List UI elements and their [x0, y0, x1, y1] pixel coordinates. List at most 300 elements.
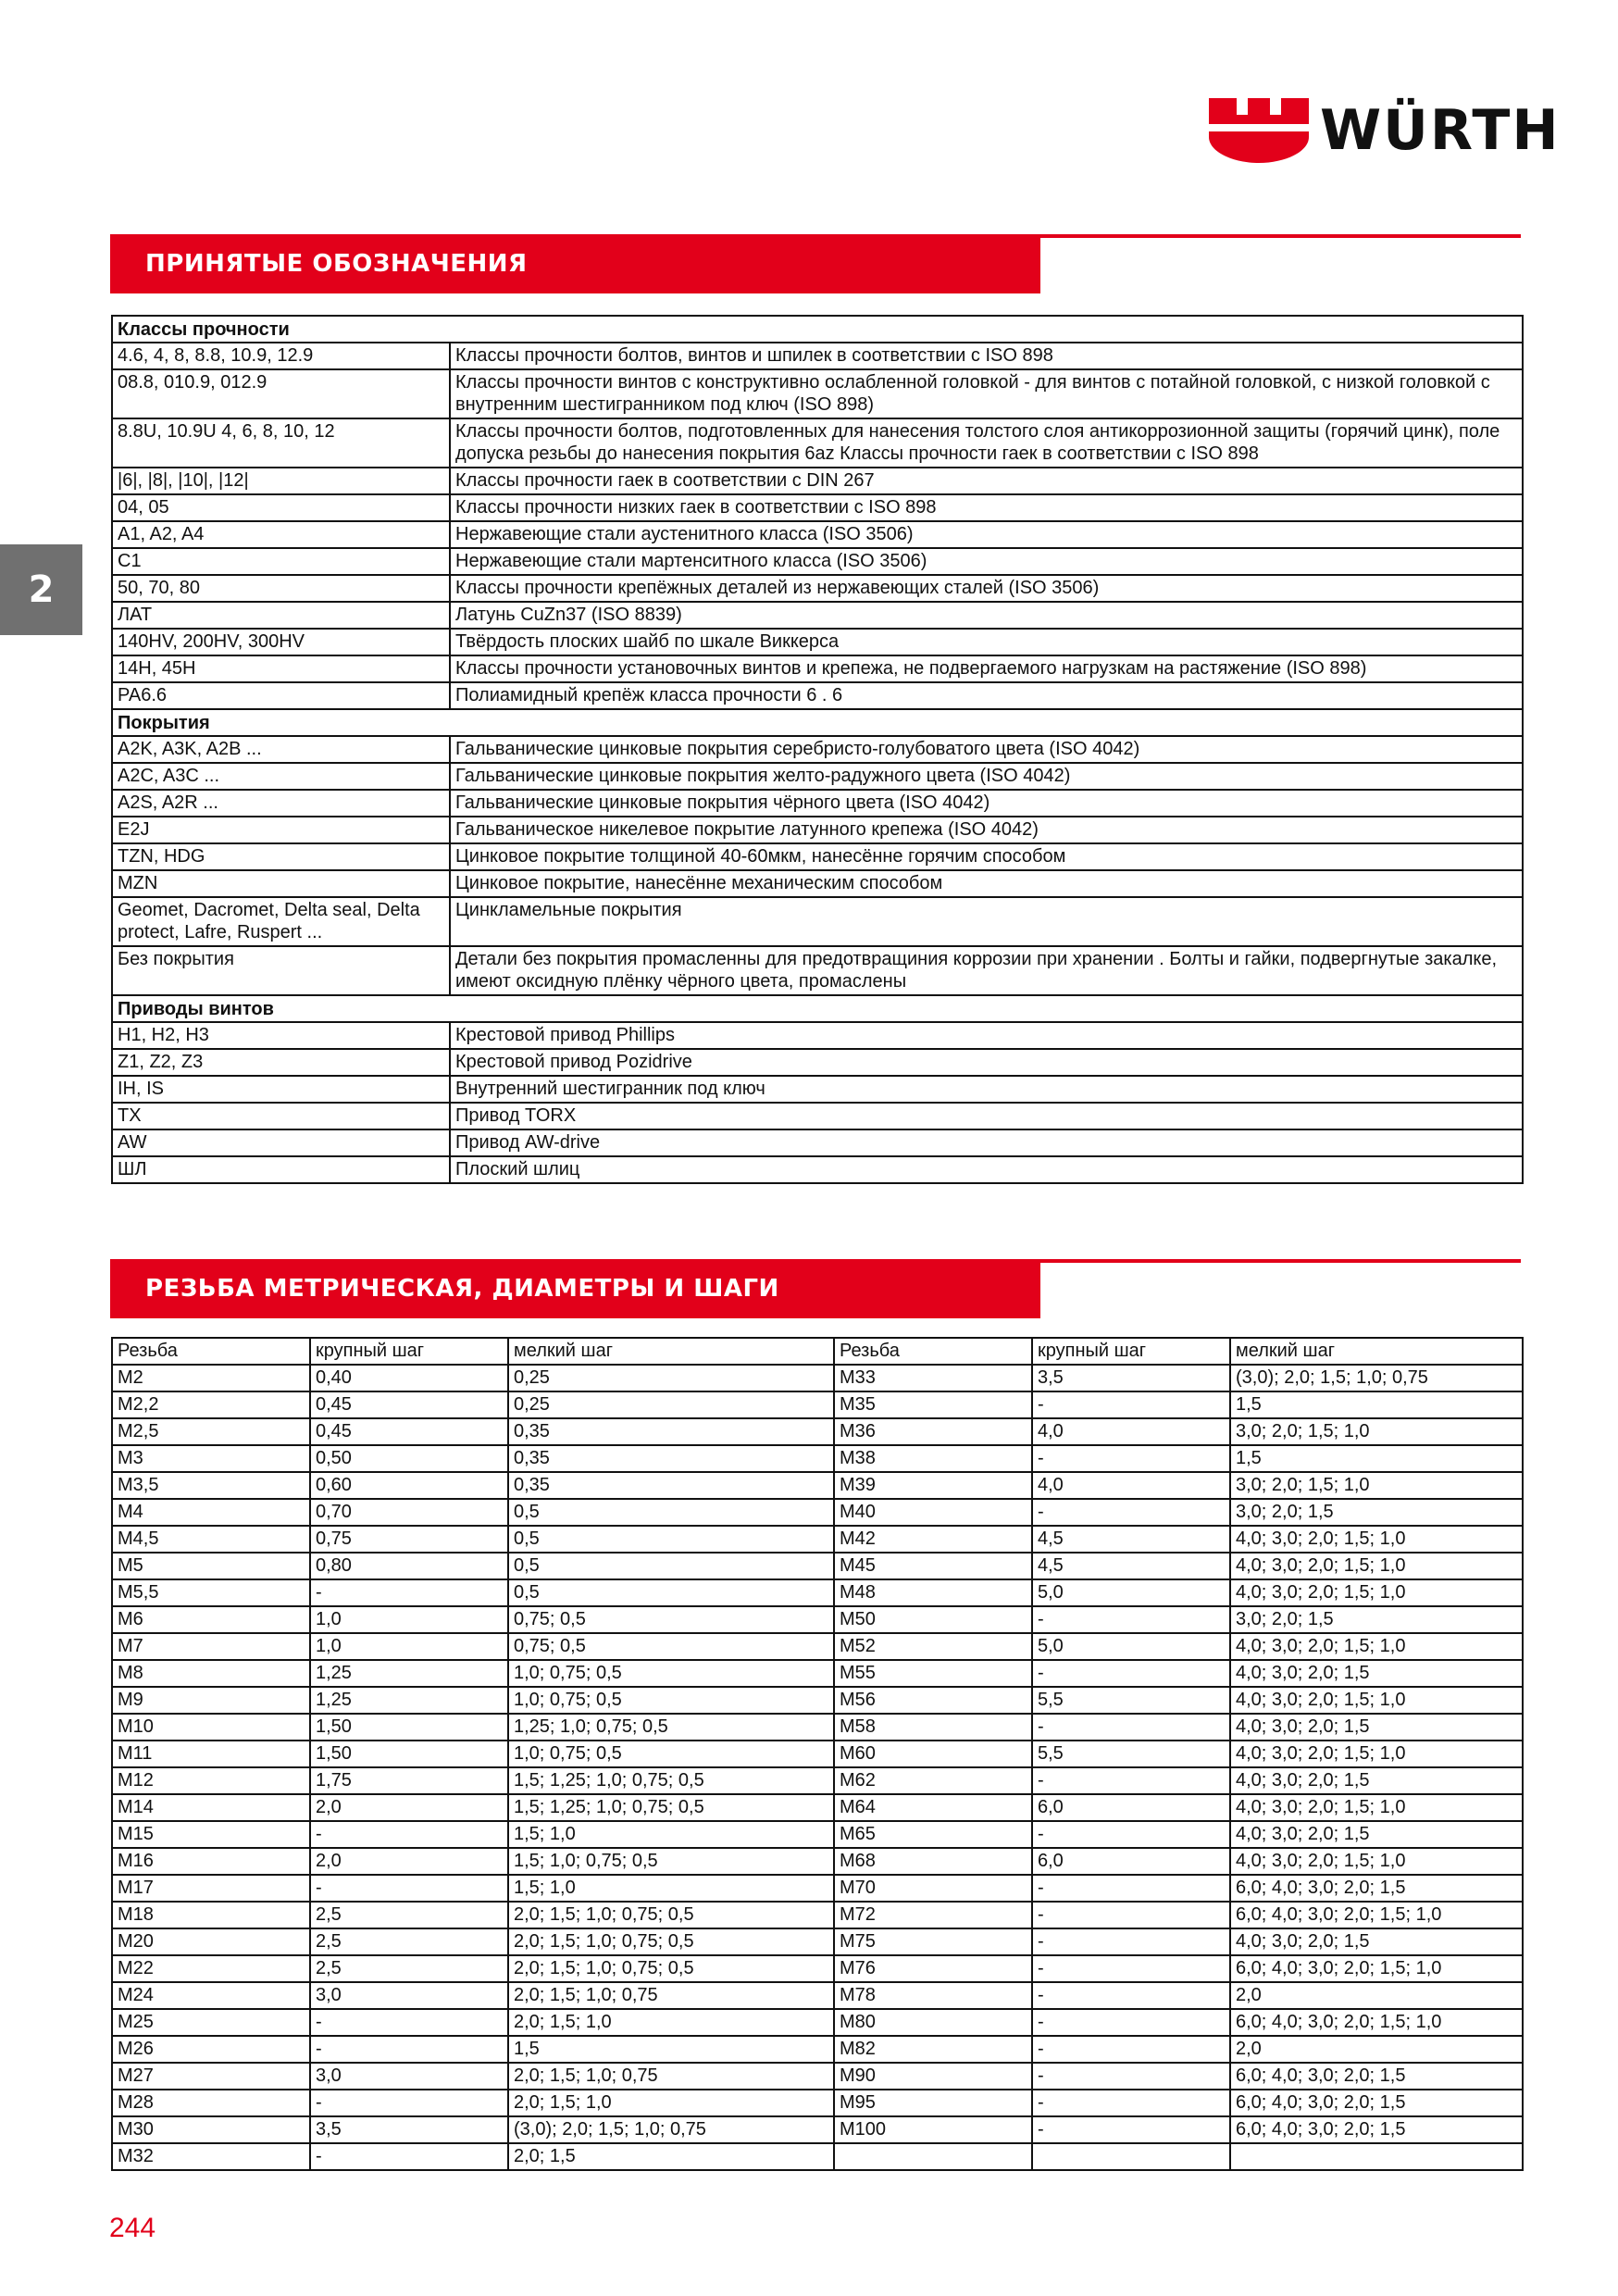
table-row — [112, 2116, 1523, 2143]
legend-table — [111, 315, 1524, 1184]
coarse-pitch-cell: - — [1032, 2090, 1230, 2116]
legend-code: Z1, Z2, Z3 — [112, 1049, 450, 1076]
fine-pitch-cell: 2,0; 1,5; 1,0; 0,75; 0,5 — [508, 1902, 834, 1928]
table-row — [112, 1553, 1523, 1579]
thread-size-cell: M38 — [834, 1445, 1032, 1472]
coarse-pitch-cell: 3,0 — [310, 2063, 508, 2090]
thread-size-cell: M18 — [112, 1902, 310, 1928]
thread-size-cell: M26 — [112, 2036, 310, 2063]
coarse-pitch-cell: 2,0 — [310, 1848, 508, 1875]
thread-size-cell: M64 — [834, 1794, 1032, 1821]
legend-code: A2S, A2R ... — [112, 790, 450, 817]
fine-pitch-cell: 4,0; 3,0; 2,0; 1,5; 1,0 — [1230, 1741, 1523, 1767]
fine-pitch-cell: 6,0; 4,0; 3,0; 2,0; 1,5; 1,0 — [1230, 2009, 1523, 2036]
legend-description: Привод AW-drive — [450, 1129, 1523, 1156]
coarse-pitch-cell: 0,45 — [310, 1418, 508, 1445]
table-row — [112, 2036, 1523, 2063]
table-row — [112, 1687, 1523, 1714]
table-row — [112, 1741, 1523, 1767]
coarse-pitch-cell: 1,50 — [310, 1714, 508, 1741]
coarse-pitch-cell: - — [1032, 1928, 1230, 1955]
fine-pitch-cell: 3,0; 2,0; 1,5 — [1230, 1499, 1523, 1526]
thread-size-cell: M30 — [112, 2116, 310, 2143]
fine-pitch-cell: 1,5; 1,0 — [508, 1821, 834, 1848]
coarse-pitch-cell: 2,5 — [310, 1928, 508, 1955]
coarse-pitch-cell: 2,5 — [310, 1902, 508, 1928]
legend-section-heading: Приводы винтов — [112, 995, 1523, 1022]
fine-pitch-cell: 6,0; 4,0; 3,0; 2,0; 1,5 — [1230, 2116, 1523, 2143]
table-row — [112, 1794, 1523, 1821]
legend-code: ЛАТ — [112, 602, 450, 629]
coarse-pitch-cell: 1,0 — [310, 1606, 508, 1633]
legend-code: 8.8U, 10.9U 4, 6, 8, 10, 12 — [112, 418, 450, 468]
legend-description: Гальванические цинковые покрытия чёрного цвета (ISO 4042) — [450, 790, 1523, 817]
thread-size-cell: M9 — [112, 1687, 310, 1714]
coarse-pitch-cell: 3,5 — [1032, 1365, 1230, 1391]
coarse-pitch-cell: 1,75 — [310, 1767, 508, 1794]
wurth-logo-text: WÜRTH — [1320, 98, 1561, 163]
header-cell: Резьба — [112, 1338, 310, 1365]
fine-pitch-cell: 2,0; 1,5; 1,0; 0,75; 0,5 — [508, 1928, 834, 1955]
page-number: 244 — [109, 2213, 156, 2243]
section-title-threads: РЕЗЬБА МЕТРИЧЕСКАЯ, ДИАМЕТРЫ И ШАГИ — [145, 1275, 779, 1303]
thread-size-cell: M33 — [834, 1365, 1032, 1391]
table-row — [112, 1902, 1523, 1928]
table-row — [112, 1606, 1523, 1633]
thread-size-cell: M17 — [112, 1875, 310, 1902]
thread-size-cell: M32 — [112, 2143, 310, 2170]
table-row — [112, 2009, 1523, 2036]
legend-code: A2C, A3C ... — [112, 763, 450, 790]
legend-row — [112, 468, 1523, 494]
fine-pitch-cell: 1,5; 1,0 — [508, 1875, 834, 1902]
legend-code: H1, H2, H3 — [112, 1022, 450, 1049]
legend-code: 140HV, 200HV, 300HV — [112, 629, 450, 655]
table-row — [112, 1875, 1523, 1902]
legend-code: 08.8, 010.9, 012.9 — [112, 369, 450, 418]
legend-code: MZN — [112, 870, 450, 897]
fine-pitch-cell: 2,0; 1,5; 1,0; 0,75 — [508, 1982, 834, 2009]
table-row — [112, 1579, 1523, 1606]
legend-row — [112, 897, 1523, 946]
header-cell: Резьба — [834, 1338, 1032, 1365]
legend-row — [112, 418, 1523, 468]
legend-row — [112, 343, 1523, 369]
table-row — [112, 1633, 1523, 1660]
fine-pitch-cell: 4,0; 3,0; 2,0; 1,5; 1,0 — [1230, 1526, 1523, 1553]
coarse-pitch-cell: 4,5 — [1032, 1553, 1230, 1579]
legend-section-row — [112, 995, 1523, 1022]
thread-size-cell: M72 — [834, 1902, 1032, 1928]
legend-row — [112, 946, 1523, 995]
thread-size-cell: M27 — [112, 2063, 310, 2090]
coarse-pitch-cell: 6,0 — [1032, 1848, 1230, 1875]
fine-pitch-cell: 0,5 — [508, 1499, 834, 1526]
fine-pitch-cell: 0,25 — [508, 1391, 834, 1418]
fine-pitch-cell: 0,35 — [508, 1418, 834, 1445]
legend-description: Нержавеющие стали мартенситного класса (ISO 3506) — [450, 548, 1523, 575]
coarse-pitch-cell: - — [310, 2036, 508, 2063]
table-row — [112, 1472, 1523, 1499]
fine-pitch-cell: 1,5; 1,0; 0,75; 0,5 — [508, 1848, 834, 1875]
legend-description: Плоский шлиц — [450, 1156, 1523, 1183]
fine-pitch-cell: 0,35 — [508, 1445, 834, 1472]
thread-size-cell: M6 — [112, 1606, 310, 1633]
legend-description: Цинковое покрытие толщиной 40-60мкм, нанесённе горячим способом — [450, 843, 1523, 870]
fine-pitch-cell: (3,0); 2,0; 1,5; 1,0; 0,75 — [1230, 1365, 1523, 1391]
thread-size-cell: M36 — [834, 1418, 1032, 1445]
coarse-pitch-cell: 0,40 — [310, 1365, 508, 1391]
fine-pitch-cell: 1,0; 0,75; 0,5 — [508, 1660, 834, 1687]
thread-pitch-table — [111, 1337, 1524, 2171]
coarse-pitch-cell: - — [1032, 1391, 1230, 1418]
legend-row — [112, 575, 1523, 602]
thread-size-cell: M2,2 — [112, 1391, 310, 1418]
table-row — [112, 1848, 1523, 1875]
fine-pitch-cell: 0,75; 0,5 — [508, 1633, 834, 1660]
legend-description: Гальванические цинковые покрытия серебристо-голубоватого цвета (ISO 4042) — [450, 736, 1523, 763]
table-row — [112, 1660, 1523, 1687]
fine-pitch-cell: 1,0; 0,75; 0,5 — [508, 1741, 834, 1767]
coarse-pitch-cell: - — [1032, 1821, 1230, 1848]
coarse-pitch-cell: - — [1032, 1982, 1230, 2009]
coarse-pitch-cell: - — [1032, 1767, 1230, 1794]
fine-pitch-cell: 4,0; 3,0; 2,0; 1,5; 1,0 — [1230, 1687, 1523, 1714]
fine-pitch-cell: 6,0; 4,0; 3,0; 2,0; 1,5; 1,0 — [1230, 1955, 1523, 1982]
coarse-pitch-cell: - — [310, 1579, 508, 1606]
coarse-pitch-cell: 4,5 — [1032, 1526, 1230, 1553]
thread-size-cell: M5,5 — [112, 1579, 310, 1606]
table-row — [112, 2090, 1523, 2116]
table-row — [112, 1928, 1523, 1955]
fine-pitch-cell: 4,0; 3,0; 2,0; 1,5 — [1230, 1821, 1523, 1848]
header-cell: мелкий шаг — [1230, 1338, 1523, 1365]
fine-pitch-cell: 1,5; 1,25; 1,0; 0,75; 0,5 — [508, 1794, 834, 1821]
legend-description: Классы прочности винтов с конструктивно ослабленной головкой - для винтов с потайной головкой, с низкой головкой с внутренним шестигранником под ключ (ISO 898) — [450, 369, 1523, 418]
fine-pitch-cell: 1,5 — [1230, 1445, 1523, 1472]
coarse-pitch-cell: 1,0 — [310, 1633, 508, 1660]
legend-code: ШЛ — [112, 1156, 450, 1183]
legend-code: TX — [112, 1103, 450, 1129]
coarse-pitch-cell: - — [310, 2090, 508, 2116]
coarse-pitch-cell: 5,5 — [1032, 1741, 1230, 1767]
thread-size-cell: M12 — [112, 1767, 310, 1794]
thread-size-cell: M22 — [112, 1955, 310, 1982]
legend-description: Твёрдость плоских шайб по шкале Виккерса — [450, 629, 1523, 655]
thread-size-cell: M48 — [834, 1579, 1032, 1606]
wurth-logo-mark-icon — [1209, 98, 1309, 163]
legend-code: A2K, A3K, A2B ... — [112, 736, 450, 763]
legend-row — [112, 548, 1523, 575]
fine-pitch-cell: 6,0; 4,0; 3,0; 2,0; 1,5 — [1230, 2090, 1523, 2116]
thread-size-cell: M80 — [834, 2009, 1032, 2036]
coarse-pitch-cell: - — [1032, 2036, 1230, 2063]
thread-size-cell: M40 — [834, 1499, 1032, 1526]
coarse-pitch-cell: - — [1032, 2009, 1230, 2036]
legend-row — [112, 1156, 1523, 1183]
legend-row — [112, 494, 1523, 521]
section-banner-legend — [110, 234, 1521, 293]
thread-size-cell: M60 — [834, 1741, 1032, 1767]
legend-code: TZN, HDG — [112, 843, 450, 870]
table-row — [112, 1445, 1523, 1472]
thread-size-cell: M55 — [834, 1660, 1032, 1687]
legend-description: Классы прочности гаек в соответствии с DIN 267 — [450, 468, 1523, 494]
coarse-pitch-cell: 5,0 — [1032, 1633, 1230, 1660]
legend-code: 04, 05 — [112, 494, 450, 521]
thread-size-cell: M62 — [834, 1767, 1032, 1794]
header-cell: крупный шаг — [1032, 1338, 1230, 1365]
coarse-pitch-cell: 6,0 — [1032, 1794, 1230, 1821]
coarse-pitch-cell: - — [1032, 1606, 1230, 1633]
fine-pitch-cell: 1,5 — [1230, 1391, 1523, 1418]
coarse-pitch-cell: 1,25 — [310, 1687, 508, 1714]
fine-pitch-cell: 2,0; 1,5; 1,0 — [508, 2009, 834, 2036]
table-row — [112, 1821, 1523, 1848]
legend-code: Без покрытия — [112, 946, 450, 995]
coarse-pitch-cell: - — [310, 1875, 508, 1902]
coarse-pitch-cell: 0,60 — [310, 1472, 508, 1499]
fine-pitch-cell: 1,5; 1,25; 1,0; 0,75; 0,5 — [508, 1767, 834, 1794]
coarse-pitch-cell: 1,50 — [310, 1741, 508, 1767]
legend-code: IH, IS — [112, 1076, 450, 1103]
header-cell: крупный шаг — [310, 1338, 508, 1365]
thread-size-cell: M24 — [112, 1982, 310, 2009]
legend-row — [112, 870, 1523, 897]
fine-pitch-cell: 4,0; 3,0; 2,0; 1,5; 1,0 — [1230, 1633, 1523, 1660]
legend-description: Классы прочности крепёжных деталей из нержавеющих сталей (ISO 3506) — [450, 575, 1523, 602]
legend-code: PA6.6 — [112, 682, 450, 709]
thread-size-cell: M2,5 — [112, 1418, 310, 1445]
thread-size-cell: M2 — [112, 1365, 310, 1391]
fine-pitch-cell: 0,5 — [508, 1526, 834, 1553]
coarse-pitch-cell: - — [310, 2143, 508, 2170]
fine-pitch-cell: 1,0; 0,75; 0,5 — [508, 1687, 834, 1714]
legend-row — [112, 1129, 1523, 1156]
legend-code: |6|, |8|, |10|, |12| — [112, 468, 450, 494]
thread-size-cell: M7 — [112, 1633, 310, 1660]
fine-pitch-cell: 1,25; 1,0; 0,75; 0,5 — [508, 1714, 834, 1741]
legend-section-heading: Классы прочности — [112, 316, 1523, 343]
fine-pitch-cell: 3,0; 2,0; 1,5; 1,0 — [1230, 1472, 1523, 1499]
table-row — [112, 1499, 1523, 1526]
coarse-pitch-cell: - — [1032, 2063, 1230, 2090]
coarse-pitch-cell: - — [1032, 1445, 1230, 1472]
legend-description: Гальванические цинковые покрытия желто-радужного цвета (ISO 4042) — [450, 763, 1523, 790]
thread-size-cell: M20 — [112, 1928, 310, 1955]
fine-pitch-cell: 4,0; 3,0; 2,0; 1,5; 1,0 — [1230, 1848, 1523, 1875]
section-banner-threads — [110, 1259, 1521, 1318]
coarse-pitch-cell — [1032, 2143, 1230, 2170]
table-row — [112, 1391, 1523, 1418]
thread-size-cell: M42 — [834, 1526, 1032, 1553]
wurth-logo — [1209, 98, 1561, 163]
fine-pitch-cell: (3,0); 2,0; 1,5; 1,0; 0,75 — [508, 2116, 834, 2143]
legend-row — [112, 682, 1523, 709]
coarse-pitch-cell: 3,5 — [310, 2116, 508, 2143]
fine-pitch-cell: 6,0; 4,0; 3,0; 2,0; 1,5 — [1230, 1875, 1523, 1902]
fine-pitch-cell: 2,0; 1,5; 1,0; 0,75 — [508, 2063, 834, 2090]
thread-size-cell: M75 — [834, 1928, 1032, 1955]
fine-pitch-cell: 0,5 — [508, 1553, 834, 1579]
coarse-pitch-cell: 0,80 — [310, 1553, 508, 1579]
legend-description: Классы прочности болтов, подготовленных для нанесения толстого слоя антикоррозионной защиты (горячий цинк), поле допуска резьбы до нанесения покрытия 6az Классы прочности гаек в соответствии с ISO 898 — [450, 418, 1523, 468]
legend-row — [112, 602, 1523, 629]
legend-code: 14H, 45H — [112, 655, 450, 682]
legend-description: Нержавеющие стали аустенитного класса (ISO 3506) — [450, 521, 1523, 548]
fine-pitch-cell: 3,0; 2,0; 1,5 — [1230, 1606, 1523, 1633]
legend-section-heading: Покрытия — [112, 709, 1523, 736]
legend-description: Классы прочности установочных винтов и крепежа, не подвергаемого нагрузкам на растяжение (ISO 898) — [450, 655, 1523, 682]
legend-row — [112, 843, 1523, 870]
thread-size-cell: M4,5 — [112, 1526, 310, 1553]
legend-description: Крестовой привод Pozidrive — [450, 1049, 1523, 1076]
thread-size-cell: M58 — [834, 1714, 1032, 1741]
fine-pitch-cell: 4,0; 3,0; 2,0; 1,5 — [1230, 1767, 1523, 1794]
thread-size-cell: M39 — [834, 1472, 1032, 1499]
thread-size-cell: M15 — [112, 1821, 310, 1848]
thread-size-cell: M35 — [834, 1391, 1032, 1418]
thread-size-cell: M100 — [834, 2116, 1032, 2143]
thread-size-cell: M52 — [834, 1633, 1032, 1660]
legend-code: AW — [112, 1129, 450, 1156]
coarse-pitch-cell: 2,5 — [310, 1955, 508, 1982]
coarse-pitch-cell: - — [1032, 1714, 1230, 1741]
coarse-pitch-cell: 4,0 — [1032, 1418, 1230, 1445]
table-row — [112, 1714, 1523, 1741]
coarse-pitch-cell: - — [1032, 2116, 1230, 2143]
thread-size-cell: M16 — [112, 1848, 310, 1875]
coarse-pitch-cell: - — [1032, 1660, 1230, 1687]
fine-pitch-cell: 4,0; 3,0; 2,0; 1,5 — [1230, 1660, 1523, 1687]
thread-size-cell: M5 — [112, 1553, 310, 1579]
coarse-pitch-cell: - — [310, 1821, 508, 1848]
fine-pitch-cell: 2,0 — [1230, 1982, 1523, 2009]
thread-size-cell: M76 — [834, 1955, 1032, 1982]
fine-pitch-cell: 0,25 — [508, 1365, 834, 1391]
thread-size-cell: M95 — [834, 2090, 1032, 2116]
chapter-tab: 2 — [0, 544, 82, 635]
coarse-pitch-cell: 2,0 — [310, 1794, 508, 1821]
coarse-pitch-cell: - — [1032, 1955, 1230, 1982]
coarse-pitch-cell: - — [1032, 1499, 1230, 1526]
legend-code: 50, 70, 80 — [112, 575, 450, 602]
coarse-pitch-cell: - — [1032, 1902, 1230, 1928]
fine-pitch-cell — [1230, 2143, 1523, 2170]
legend-row — [112, 655, 1523, 682]
legend-row — [112, 1049, 1523, 1076]
legend-description: Цинкламельные покрытия — [450, 897, 1523, 946]
legend-description: Гальваническое никелевое покрытие латунного крепежа (ISO 4042) — [450, 817, 1523, 843]
table-header-row — [112, 1338, 1523, 1365]
table-row — [112, 1418, 1523, 1445]
legend-row — [112, 736, 1523, 763]
legend-row — [112, 763, 1523, 790]
table-row — [112, 2143, 1523, 2170]
legend-description: Крестовой привод Phillips — [450, 1022, 1523, 1049]
thread-size-cell: M4 — [112, 1499, 310, 1526]
table-row — [112, 1365, 1523, 1391]
legend-row — [112, 521, 1523, 548]
legend-row — [112, 1103, 1523, 1129]
coarse-pitch-cell: 1,25 — [310, 1660, 508, 1687]
fine-pitch-cell: 2,0; 1,5; 1,0; 0,75; 0,5 — [508, 1955, 834, 1982]
legend-description: Детали без покрытия промасленны для предотвращиния коррозии при хранении . Болты и гайки, подвергнутые закалке, имеют оксидную плёнку чёрного цвета, промаслены — [450, 946, 1523, 995]
coarse-pitch-cell: - — [1032, 1875, 1230, 1902]
fine-pitch-cell: 6,0; 4,0; 3,0; 2,0; 1,5; 1,0 — [1230, 1902, 1523, 1928]
thread-size-cell: M25 — [112, 2009, 310, 2036]
fine-pitch-cell: 4,0; 3,0; 2,0; 1,5 — [1230, 1714, 1523, 1741]
thread-size-cell: M14 — [112, 1794, 310, 1821]
table-row — [112, 1955, 1523, 1982]
coarse-pitch-cell: 4,0 — [1032, 1472, 1230, 1499]
legend-description: Классы прочности болтов, винтов и шпилек в соответствии с ISO 898 — [450, 343, 1523, 369]
fine-pitch-cell: 4,0; 3,0; 2,0; 1,5; 1,0 — [1230, 1579, 1523, 1606]
legend-description: Привод TORX — [450, 1103, 1523, 1129]
legend-description: Латунь CuZn37 (ISO 8839) — [450, 602, 1523, 629]
thread-size-cell: M11 — [112, 1741, 310, 1767]
coarse-pitch-cell: 5,5 — [1032, 1687, 1230, 1714]
fine-pitch-cell: 2,0; 1,5; 1,0 — [508, 2090, 834, 2116]
fine-pitch-cell: 6,0; 4,0; 3,0; 2,0; 1,5 — [1230, 2063, 1523, 2090]
thread-size-cell: M56 — [834, 1687, 1032, 1714]
legend-code: E2J — [112, 817, 450, 843]
coarse-pitch-cell: 0,45 — [310, 1391, 508, 1418]
legend-description: Внутренний шестигранник под ключ — [450, 1076, 1523, 1103]
table-row — [112, 1982, 1523, 2009]
table-row — [112, 1526, 1523, 1553]
legend-row — [112, 629, 1523, 655]
section-title-legend: ПРИНЯТЫЕ ОБОЗНАЧЕНИЯ — [145, 250, 528, 278]
fine-pitch-cell: 0,5 — [508, 1579, 834, 1606]
legend-row — [112, 1076, 1523, 1103]
coarse-pitch-cell: 5,0 — [1032, 1579, 1230, 1606]
fine-pitch-cell: 4,0; 3,0; 2,0; 1,5; 1,0 — [1230, 1794, 1523, 1821]
legend-row — [112, 790, 1523, 817]
fine-pitch-cell: 2,0; 1,5 — [508, 2143, 834, 2170]
table-row — [112, 1767, 1523, 1794]
coarse-pitch-cell: 3,0 — [310, 1982, 508, 2009]
thread-size-cell: M65 — [834, 1821, 1032, 1848]
thread-size-cell: M78 — [834, 1982, 1032, 2009]
fine-pitch-cell: 0,75; 0,5 — [508, 1606, 834, 1633]
legend-description: Цинковое покрытие, нанесённе механическим способом — [450, 870, 1523, 897]
legend-code: A1, A2, A4 — [112, 521, 450, 548]
thread-size-cell: M50 — [834, 1606, 1032, 1633]
fine-pitch-cell: 1,5 — [508, 2036, 834, 2063]
legend-code: 4.6, 4, 8, 8.8, 10.9, 12.9 — [112, 343, 450, 369]
thread-size-cell: M90 — [834, 2063, 1032, 2090]
legend-row — [112, 369, 1523, 418]
thread-size-cell: M3 — [112, 1445, 310, 1472]
legend-description: Полиамидный крепёж класса прочности 6 . 6 — [450, 682, 1523, 709]
thread-size-cell: M8 — [112, 1660, 310, 1687]
legend-description: Классы прочности низких гаек в соответствии с ISO 898 — [450, 494, 1523, 521]
thread-size-cell: M68 — [834, 1848, 1032, 1875]
thread-size-cell: M45 — [834, 1553, 1032, 1579]
coarse-pitch-cell: 0,50 — [310, 1445, 508, 1472]
thread-size-cell: M70 — [834, 1875, 1032, 1902]
fine-pitch-cell: 4,0; 3,0; 2,0; 1,5; 1,0 — [1230, 1553, 1523, 1579]
fine-pitch-cell: 4,0; 3,0; 2,0; 1,5 — [1230, 1928, 1523, 1955]
legend-code: Geomet, Dacromet, Delta seal, Delta protect, Lafre, Ruspert ... — [112, 897, 450, 946]
fine-pitch-cell: 3,0; 2,0; 1,5; 1,0 — [1230, 1418, 1523, 1445]
coarse-pitch-cell: - — [310, 2009, 508, 2036]
legend-section-row — [112, 316, 1523, 343]
thread-size-cell: M28 — [112, 2090, 310, 2116]
legend-code: C1 — [112, 548, 450, 575]
coarse-pitch-cell: 0,75 — [310, 1526, 508, 1553]
